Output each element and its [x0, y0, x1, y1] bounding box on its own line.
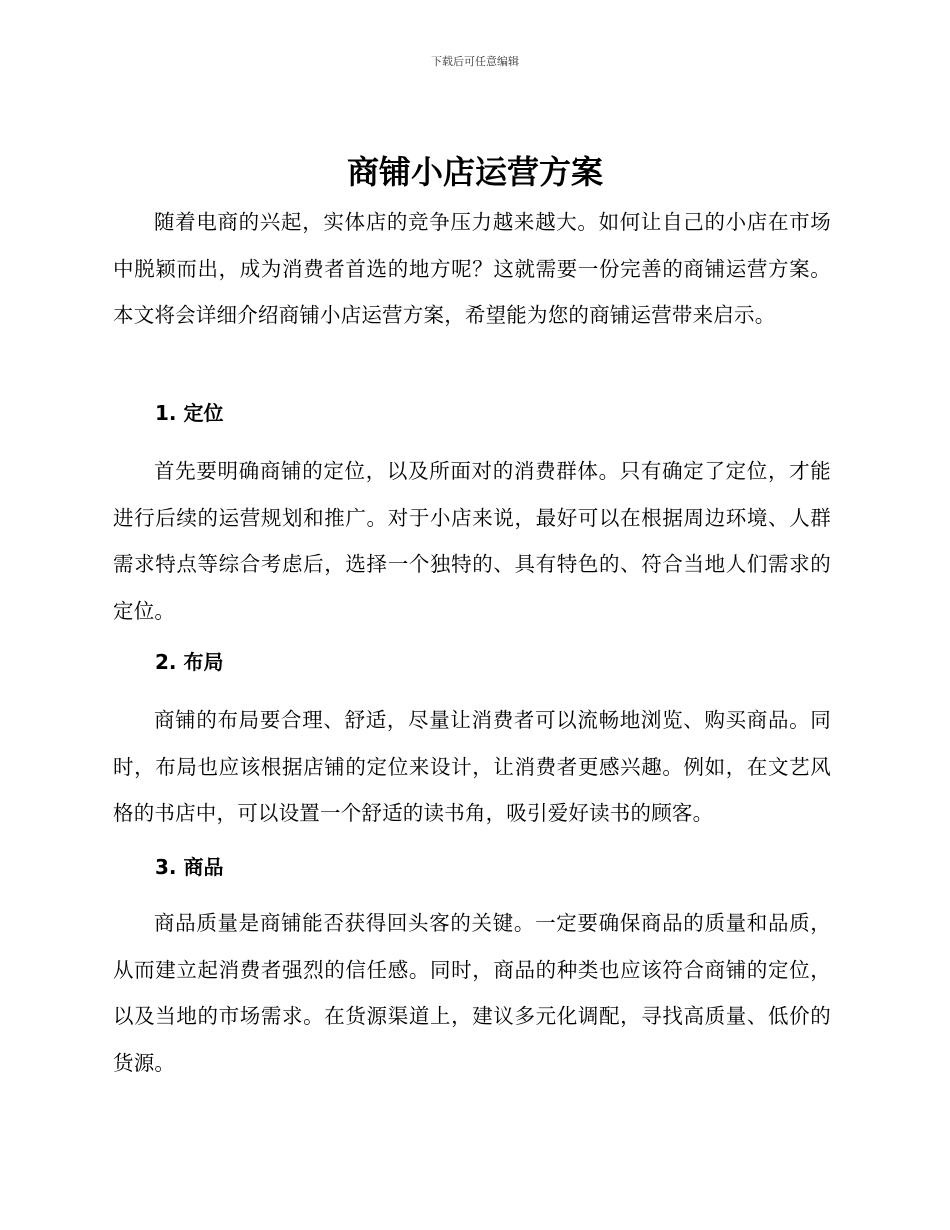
header-note: 下载后可任意编辑 [431, 55, 519, 68]
section-heading-layout: 2. 布局 [155, 650, 224, 674]
document-title: 商铺小店运营方案 [346, 153, 603, 191]
section-body-positioning: 首先要明确商铺的定位，以及所面对的消费群体。只有确定了定位，才能进行后续的运营规划和推广。对于小店来说，最好可以在根据周边环境、人群需求特点等综合考虑后，选择一个独特的、具有特色的、符合当地人们需求的定位。 [113, 459, 831, 623]
intro-paragraph: 随着电商的兴起，实体店的竞争压力越来越大。如何让自己的小店在市场中脱颖而出，成为消费者首选的地方呢？这就需要一份完善的商铺运营方案。本文将会详细介绍商铺小店运营方案，希望能为您的商铺运营带来启示。 [113, 210, 831, 327]
section-heading-products: 3. 商品 [155, 855, 224, 879]
section-heading-positioning: 1. 定位 [155, 401, 224, 425]
section-body-products: 商品质量是商铺能否获得回头客的关键。一定要确保商品的质量和品质，从而建立起消费者强烈的信任感。同时，商品的种类也应该符合商铺的定位，以及当地的市场需求。在货源渠道上，建议多元化调配，寻找高质量、低价的货源。 [113, 911, 831, 1075]
section-body-layout: 商铺的布局要合理、舒适，尽量让消费者可以流畅地浏览、购买商品。同时，布局也应该根据店铺的定位来设计，让消费者更感兴趣。例如，在文艺风格的书店中，可以设置一个舒适的读书角，吸引爱好读书的顾客。 [113, 708, 831, 825]
